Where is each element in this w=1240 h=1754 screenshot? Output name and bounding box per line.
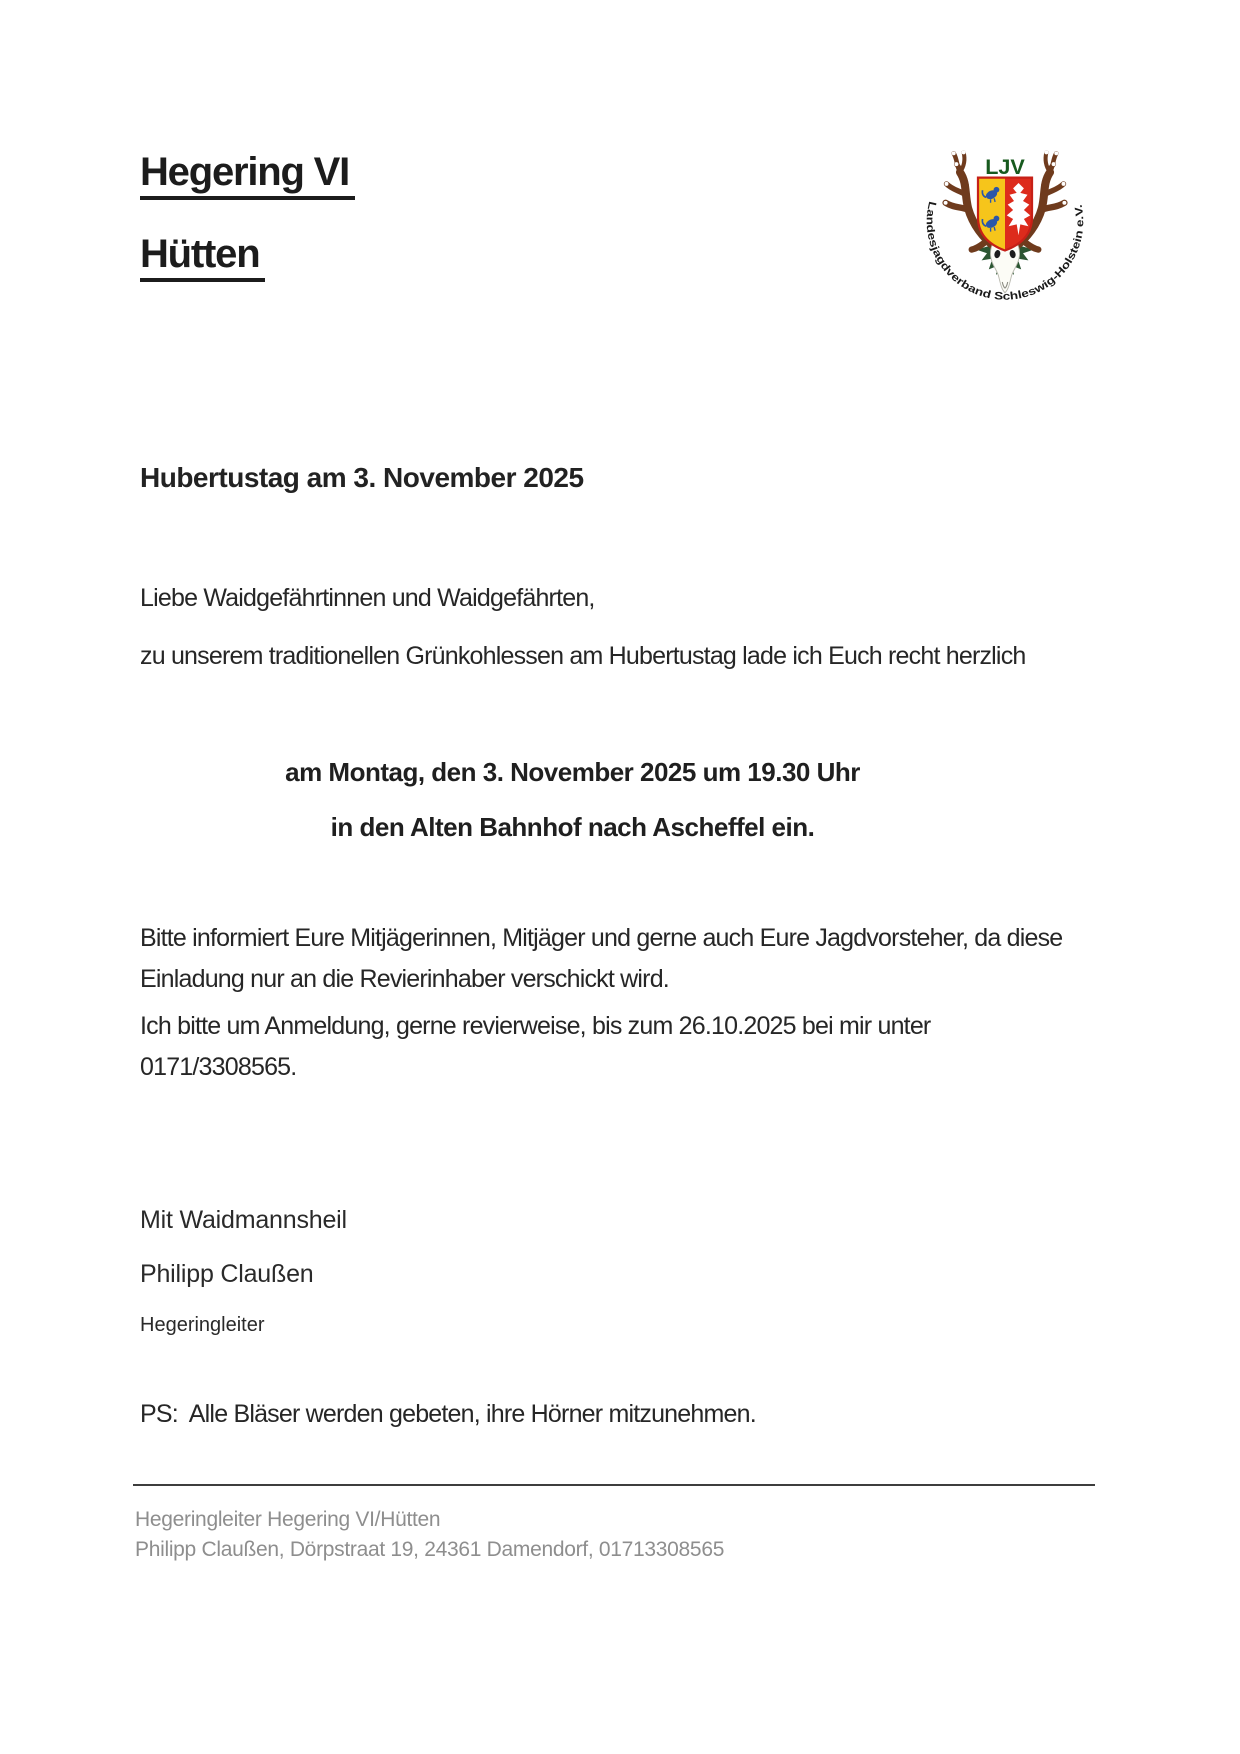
event-location-line: in den Alten Bahnhof nach Ascheffel ein. [330, 812, 815, 842]
notice-line-1: Bitte informiert Eure Mitjägerinnen, Mitjäger und gerne auch Eure Jagdvorsteher, da diese [140, 924, 1063, 952]
footer-line-1: Hegeringleiter Hegering VI/Hütten [135, 1508, 441, 1531]
registration-line-2: 0171/3308565. [140, 1053, 297, 1081]
closing-text: Mit Waidmannsheil [140, 1206, 347, 1234]
registration-paragraph [140, 1006, 930, 1088]
event-datetime-line: am Montag, den 3. November 2025 um 19.30 Uhr [285, 757, 860, 787]
ljv-logo [915, 138, 1095, 318]
logo-circle-text: Landesjagdverband Schleswig-Holstein e.V. [923, 200, 1087, 303]
event-heading: Hubertustag am 3. November 2025 [140, 462, 584, 493]
notice-line-2: Einladung nur an die Revierinhaber verschickt wird. [140, 965, 669, 993]
notice-paragraph [140, 918, 1062, 1000]
ljv-logo-graphic [915, 138, 1095, 318]
logo-acronym: LJV [985, 154, 1025, 179]
letterhead-title-line1: Hegering VI [140, 150, 355, 200]
ps-text: PS: Alle Bläser werden gebeten, ihre Hörner mitzunehmen. [140, 1400, 756, 1428]
signature-role: Hegeringleiter [140, 1314, 265, 1336]
signature-name: Philipp Claußen [140, 1260, 314, 1288]
footer-line-2: Philipp Claußen, Dörpstraat 19, 24361 Damendorf, 01713308565 [135, 1538, 725, 1561]
registration-line-1: Ich bitte um Anmeldung, gerne revierweise, bis zum 26.10.2025 bei mir unter [140, 1012, 931, 1040]
letterhead-title-line2: Hütten [140, 232, 265, 282]
intro-text: zu unserem traditionellen Grünkohlessen am Hubertustag lade ich Euch recht herzlich [140, 642, 1026, 670]
footer-divider [133, 1484, 1095, 1486]
salutation-text: Liebe Waidgefährtinnen und Waidgefährten, [140, 584, 595, 612]
